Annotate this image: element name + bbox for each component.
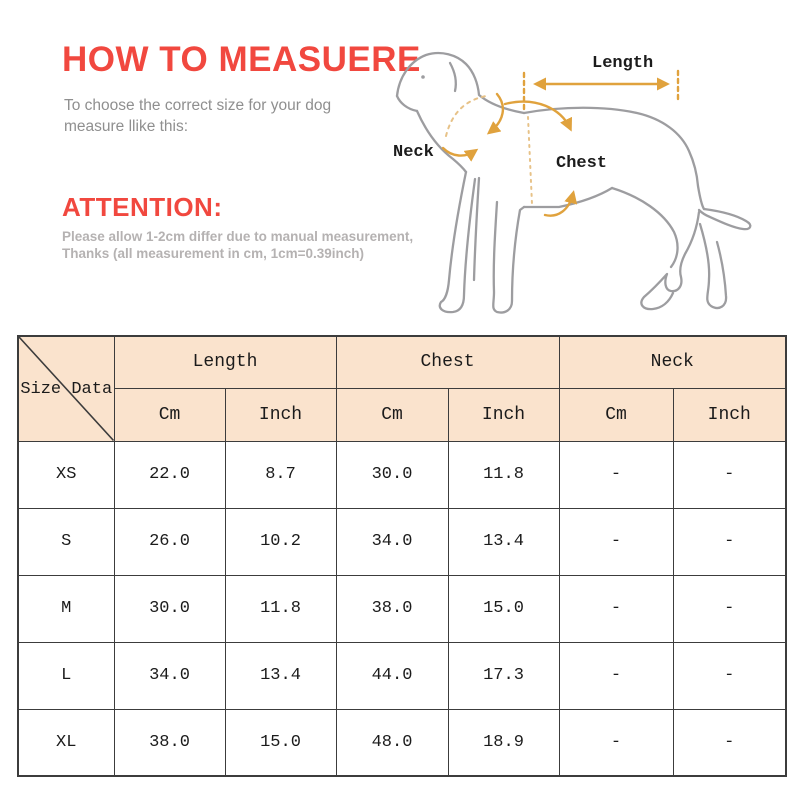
value-cell: 11.8 xyxy=(225,575,336,642)
size-cell: S xyxy=(18,508,114,575)
intro-text xyxy=(64,95,331,137)
value-cell: 13.4 xyxy=(225,642,336,709)
value-cell: 10.2 xyxy=(225,508,336,575)
value-cell: - xyxy=(673,508,786,575)
value-cell: 17.3 xyxy=(448,642,559,709)
size-chart-table xyxy=(17,335,787,777)
value-cell: 13.4 xyxy=(448,508,559,575)
value-cell: 34.0 xyxy=(336,508,448,575)
chest-dotted-line xyxy=(528,117,532,204)
value-cell: 34.0 xyxy=(114,642,225,709)
table-row xyxy=(18,642,786,709)
value-cell: - xyxy=(559,709,673,776)
neck-arrow xyxy=(490,94,503,132)
unit-header: Inch xyxy=(673,388,786,441)
dog-front-leg-2 xyxy=(493,202,524,313)
dog-eye xyxy=(421,75,425,79)
value-cell: 11.8 xyxy=(448,441,559,508)
attention-heading: ATTENTION: xyxy=(62,192,223,222)
intro-line-2: measure llike this: xyxy=(64,118,189,135)
table-row xyxy=(18,575,786,642)
value-cell: 30.0 xyxy=(114,575,225,642)
dog-measurement-diagram xyxy=(380,28,800,332)
value-cell: - xyxy=(559,642,673,709)
dog-outline xyxy=(397,53,750,312)
chest-label: Chest xyxy=(556,154,608,173)
value-cell: - xyxy=(673,709,786,776)
value-cell: 18.9 xyxy=(448,709,559,776)
dog-front-leg xyxy=(440,172,475,312)
value-cell: 26.0 xyxy=(114,508,225,575)
value-cell: - xyxy=(673,441,786,508)
unit-header: Inch xyxy=(225,388,336,441)
unit-header: Cm xyxy=(336,388,448,441)
unit-header: Cm xyxy=(559,388,673,441)
attention-note xyxy=(62,228,413,262)
length-label: Length xyxy=(592,54,654,73)
group-header-chest: Chest xyxy=(336,336,559,388)
size-cell: XL xyxy=(18,709,114,776)
value-cell: 15.0 xyxy=(225,709,336,776)
value-cell: - xyxy=(559,508,673,575)
page-title: HOW TO MEASUERE xyxy=(62,40,421,79)
value-cell: 38.0 xyxy=(336,575,448,642)
neck-label: Neck xyxy=(393,143,434,162)
unit-header: Cm xyxy=(114,388,225,441)
table-row xyxy=(18,508,786,575)
value-cell: 15.0 xyxy=(448,575,559,642)
value-cell: - xyxy=(559,575,673,642)
value-cell: 44.0 xyxy=(336,642,448,709)
attention-note-line-2: Thanks (all measurement in cm, 1cm=0.39inch) xyxy=(62,246,364,261)
value-cell: - xyxy=(673,575,786,642)
table-row xyxy=(18,441,786,508)
dog-tail xyxy=(699,209,750,229)
value-cell: 48.0 xyxy=(336,709,448,776)
corner-cell xyxy=(18,336,114,441)
size-cell: L xyxy=(18,642,114,709)
value-cell: - xyxy=(559,441,673,508)
value-cell: 38.0 xyxy=(114,709,225,776)
group-header-length: Length xyxy=(114,336,336,388)
table-row xyxy=(18,709,786,776)
neck-dotted-arc xyxy=(446,96,486,136)
intro-line-1: To choose the correct size for your dog xyxy=(64,97,332,114)
attention-note-line-1: Please allow 1-2cm differ due to manual measurement, xyxy=(62,229,414,244)
value-cell: 22.0 xyxy=(114,441,225,508)
corner-label: Size Data xyxy=(20,379,113,399)
dog-ear xyxy=(450,63,456,91)
size-cell: M xyxy=(18,575,114,642)
chest-arrow-bottom xyxy=(545,194,573,216)
unit-header: Inch xyxy=(448,388,559,441)
dog-far-rear-leg xyxy=(700,224,726,308)
chest-arrow-top xyxy=(505,102,570,128)
value-cell: 8.7 xyxy=(225,441,336,508)
size-cell: XS xyxy=(18,441,114,508)
group-header-neck: Neck xyxy=(559,336,786,388)
value-cell: 30.0 xyxy=(336,441,448,508)
value-cell: - xyxy=(673,642,786,709)
